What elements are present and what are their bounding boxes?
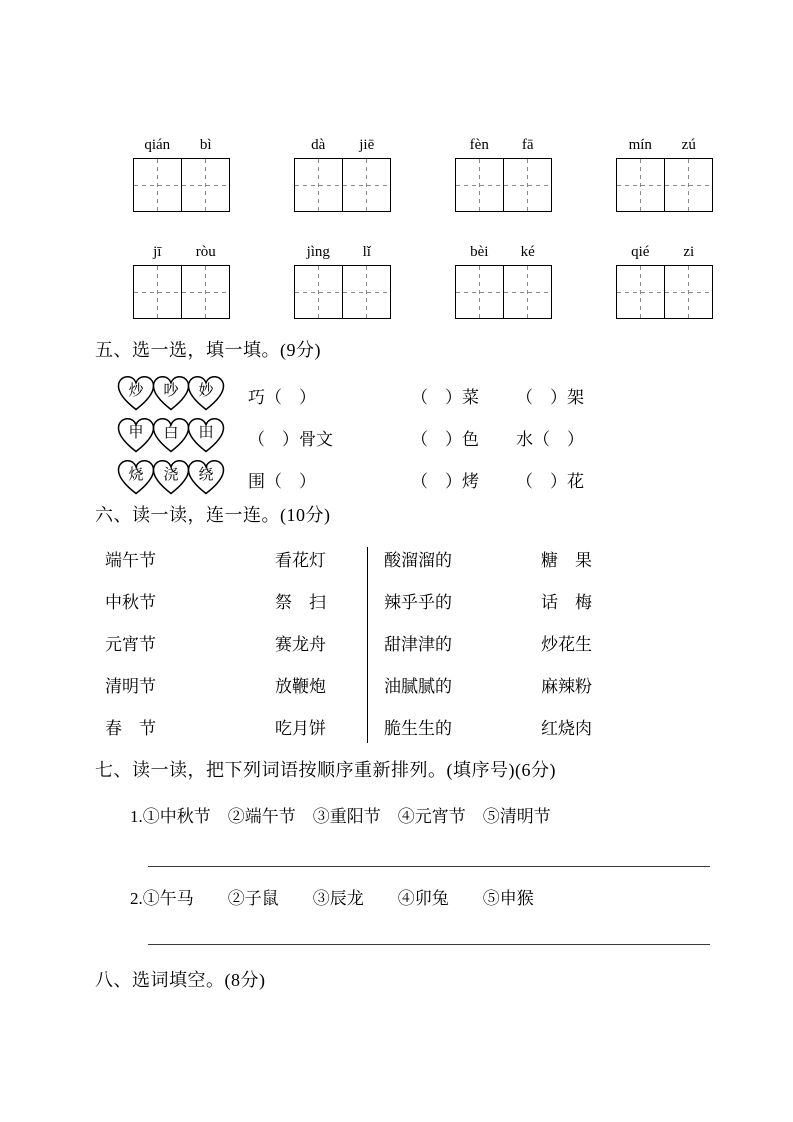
writing-grid xyxy=(455,134,552,212)
heart-options xyxy=(116,375,226,413)
section5-row xyxy=(96,458,756,500)
grid-cell[interactable] xyxy=(134,159,181,211)
grid-cell[interactable] xyxy=(134,266,181,318)
grid-cell[interactable] xyxy=(295,266,342,318)
heart-option[interactable] xyxy=(151,459,191,497)
pinyin-syllable: qián xyxy=(144,137,171,153)
match-item[interactable]: 红烧肉 xyxy=(541,719,592,738)
match-item[interactable]: 脆生生的 xyxy=(384,719,452,738)
pinyin-syllable: zú xyxy=(681,137,696,153)
pinyin-syllable: fā xyxy=(521,137,534,153)
pinyin-syllable: fèn xyxy=(469,137,489,153)
grid-cell[interactable] xyxy=(664,266,712,318)
section6-heading: 六、读一读，连一连。(10分) xyxy=(95,505,331,525)
heart-character: 甲 xyxy=(128,425,144,441)
heart-character: 绕 xyxy=(198,467,214,483)
match-item[interactable]: 端午节 xyxy=(105,551,156,570)
heart-option[interactable] xyxy=(116,459,156,497)
grid-cell[interactable] xyxy=(456,159,503,211)
grid-cell[interactable] xyxy=(617,159,664,211)
heart-options xyxy=(116,459,226,497)
heart-character: 白 xyxy=(163,425,179,441)
matching-area xyxy=(105,540,592,750)
reorder-item-1: 1.①中秋节 ②端午节 ③重阳节 ④元宵节 ⑤清明节 xyxy=(130,807,551,826)
pinyin-row xyxy=(616,241,713,265)
writing-grid xyxy=(616,134,713,212)
match-item[interactable]: 话 梅 xyxy=(541,593,592,612)
heart-character: 吵 xyxy=(163,383,179,399)
writing-grid xyxy=(294,241,391,319)
section7-heading: 七、读一读，把下列词语按顺序重新排列。(填序号)(6分) xyxy=(95,760,556,780)
match-item[interactable]: 清明节 xyxy=(105,677,156,696)
fill-blank[interactable]: （ ）架 xyxy=(516,388,584,407)
pinyin-row xyxy=(455,241,552,265)
fill-blank[interactable]: （ ）骨文 xyxy=(248,430,333,449)
heart-character: 炒 xyxy=(128,383,144,399)
pinyin-row xyxy=(294,134,391,158)
pinyin-syllable: jiē xyxy=(359,137,375,153)
match-item[interactable]: 放鞭炮 xyxy=(275,677,326,696)
pinyin-syllable: qié xyxy=(631,244,650,260)
heart-option[interactable] xyxy=(186,375,226,413)
pinyin-syllable: jī xyxy=(153,244,162,260)
grid-cell[interactable] xyxy=(456,266,503,318)
pinyin-row xyxy=(616,134,713,158)
writing-grid xyxy=(455,241,552,319)
match-column-activities xyxy=(275,540,367,750)
grid-cell[interactable] xyxy=(503,159,551,211)
heart-character: 田 xyxy=(198,425,214,441)
writing-grids-row-2 xyxy=(133,241,713,319)
match-item[interactable]: 辣乎乎的 xyxy=(384,593,452,612)
match-item[interactable]: 看花灯 xyxy=(275,551,326,570)
match-item[interactable]: 中秋节 xyxy=(105,593,156,612)
grid-cell[interactable] xyxy=(342,159,390,211)
pinyin-syllable: bèi xyxy=(470,244,489,260)
character-grid-box xyxy=(455,265,552,319)
section5-row xyxy=(96,416,756,458)
match-item[interactable]: 炒花生 xyxy=(541,635,592,654)
pinyin-row xyxy=(133,134,230,158)
match-column-tastes xyxy=(368,540,539,750)
match-item[interactable]: 糖 果 xyxy=(541,551,592,570)
pinyin-syllable: ròu xyxy=(195,244,216,260)
pinyin-row xyxy=(133,241,230,265)
fill-blank[interactable]: 围（ ） xyxy=(248,472,316,491)
fill-blank[interactable]: （ ）色 xyxy=(411,430,479,449)
heart-option[interactable] xyxy=(186,417,226,455)
heart-option[interactable] xyxy=(116,417,156,455)
character-grid-box xyxy=(133,158,230,212)
match-column-foods xyxy=(539,540,592,750)
heart-character: 烧 xyxy=(128,467,144,483)
match-item[interactable]: 赛龙舟 xyxy=(275,635,326,654)
character-grid-box xyxy=(455,158,552,212)
writing-grid xyxy=(133,241,230,319)
fill-blank[interactable]: 巧（ ） xyxy=(248,388,316,407)
heart-character: 浇 xyxy=(163,467,179,483)
match-item[interactable]: 酸溜溜的 xyxy=(384,551,452,570)
heart-character: 妙 xyxy=(198,383,214,399)
match-item[interactable]: 麻辣粉 xyxy=(541,677,592,696)
section5-heading: 五、选一选，填一填。(9分) xyxy=(95,340,321,360)
answer-line[interactable] xyxy=(148,866,710,867)
grid-cell[interactable] xyxy=(664,159,712,211)
heart-options xyxy=(116,417,226,455)
heart-option[interactable] xyxy=(151,375,191,413)
section5-row xyxy=(96,374,756,416)
writing-grid xyxy=(616,241,713,319)
pinyin-row xyxy=(455,134,552,158)
section8-heading: 八、选词填空。(8分) xyxy=(95,970,266,990)
match-item[interactable]: 吃月饼 xyxy=(275,719,326,738)
writing-grids-row-1 xyxy=(133,134,713,212)
pinyin-syllable: lǐ xyxy=(362,244,371,260)
pinyin-syllable: bì xyxy=(199,137,212,153)
grid-cell[interactable] xyxy=(342,266,390,318)
character-grid-box xyxy=(294,158,391,212)
character-grid-box xyxy=(133,265,230,319)
character-grid-box xyxy=(616,158,713,212)
fill-blank[interactable]: （ ）菜 xyxy=(411,388,479,407)
fill-blank[interactable]: （ ）烤 xyxy=(411,472,479,491)
pinyin-syllable: mín xyxy=(628,137,652,153)
grid-cell[interactable] xyxy=(181,159,229,211)
character-grid-box xyxy=(294,265,391,319)
heart-option[interactable] xyxy=(151,417,191,455)
heart-option[interactable] xyxy=(186,459,226,497)
fill-blank[interactable]: 水（ ） xyxy=(516,430,584,449)
character-grid-box xyxy=(616,265,713,319)
match-column-festivals xyxy=(105,540,275,750)
grid-cell[interactable] xyxy=(617,266,664,318)
reorder-item-2: 2.①午马 ②子鼠 ③辰龙 ④卯兔 ⑤申猴 xyxy=(130,889,534,908)
match-item[interactable]: 祭 扫 xyxy=(275,593,326,612)
match-item[interactable]: 油腻腻的 xyxy=(384,677,452,696)
writing-grid xyxy=(294,134,391,212)
fill-blank[interactable]: （ ）花 xyxy=(516,472,584,491)
match-item[interactable]: 春 节 xyxy=(105,719,156,738)
pinyin-syllable: ké xyxy=(520,244,535,260)
writing-grid xyxy=(133,134,230,212)
match-item[interactable]: 元宵节 xyxy=(105,635,156,654)
grid-cell[interactable] xyxy=(503,266,551,318)
pinyin-syllable: jìng xyxy=(306,244,330,260)
grid-cell[interactable] xyxy=(181,266,229,318)
answer-line[interactable] xyxy=(148,944,710,945)
grid-cell[interactable] xyxy=(295,159,342,211)
match-item[interactable]: 甜津津的 xyxy=(384,635,452,654)
heart-option[interactable] xyxy=(116,375,156,413)
pinyin-row xyxy=(294,241,391,265)
pinyin-syllable: dà xyxy=(311,137,326,153)
pinyin-syllable: zi xyxy=(683,244,695,260)
